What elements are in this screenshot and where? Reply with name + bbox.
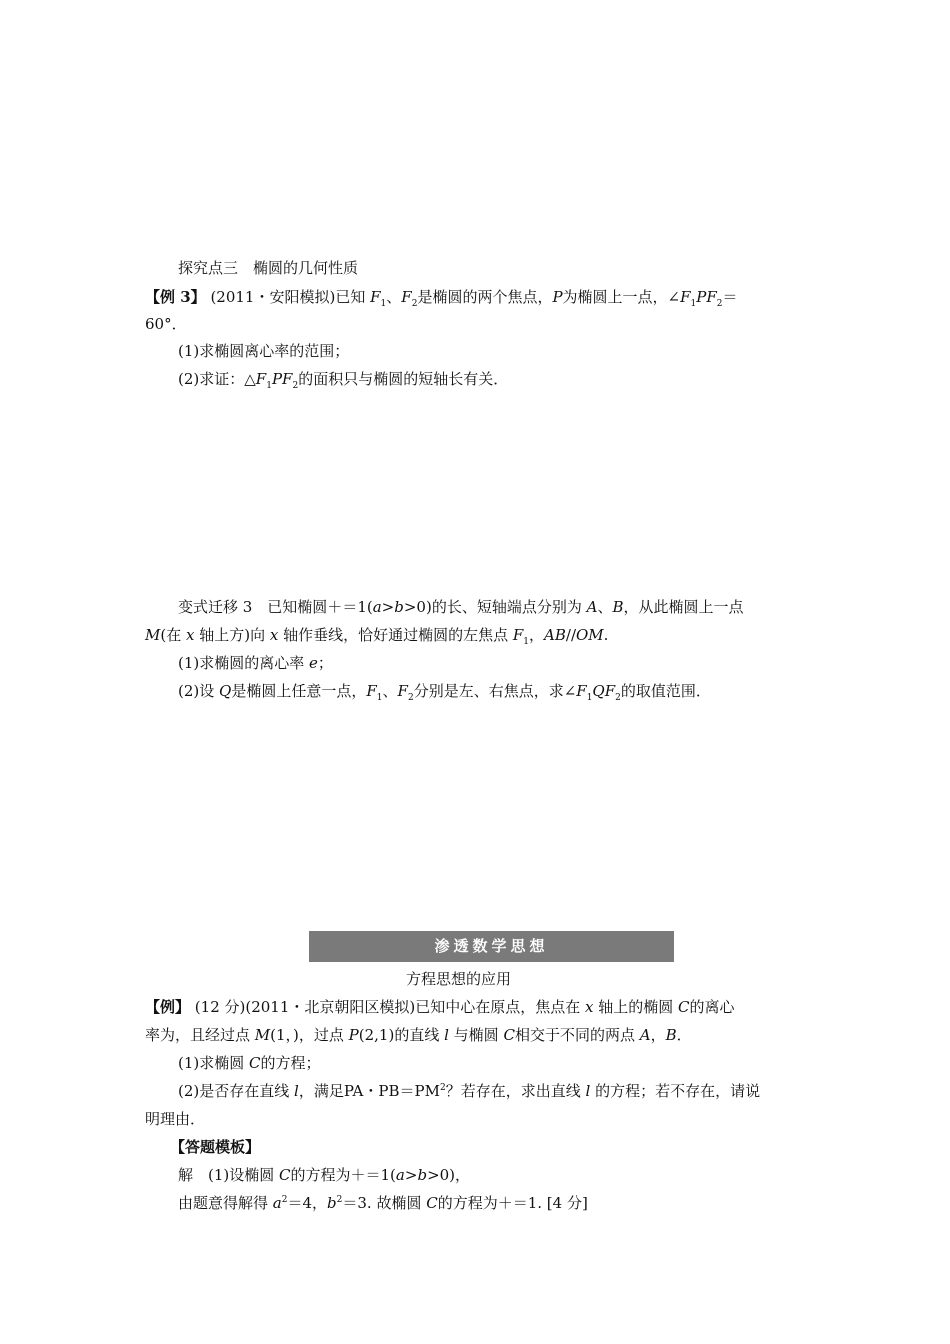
example-3-line-2: 60°． [145, 315, 187, 333]
method-subtitle: 方程思想的应用 [406, 970, 512, 988]
section-banner: 渗透数学思想 [309, 931, 674, 962]
solution-line-1: 解 (1)设椭圆 C的方程为＋＝1(a>b>0)， [178, 1166, 471, 1184]
method-question-2-line-2: 明理由． [145, 1110, 206, 1128]
variant-3-question-2: (2)设 Q是椭圆上任意一点，$F_1$、$F_2$分别是左、右焦点，求$\angle F_1QF_2$的取值范围． [178, 682, 711, 703]
example-label: 【例 3】 [145, 288, 206, 306]
example-3-question-1: (1)求椭圆离心率的范围； [178, 342, 350, 360]
method-question-2-line-1: (2)是否存在直线 l，满足PA・$PB=PM^2$？若存在，求出直线 l 的方程；若不存在，请说 [178, 1082, 761, 1100]
variant-3-line-2: M(在 x 轴上方)向 x 轴作垂线，恰好通过椭圆的左焦点 $F_1$，AB//OM. [145, 626, 609, 647]
section-title: 探究点三 椭圆的几何性质 [178, 259, 359, 277]
example-3-question-2: (2)求证：$\triangle F_1PF_2$的面积只与椭圆的短轴长有关． [178, 370, 509, 391]
example-3-line-1: 【例 3】 (2011・安阳模拟)已知 $F_1$、$F_2$是椭圆的两个焦点，P为椭圆上一点，$\angle F_1PF_2=$ [145, 288, 738, 309]
solution-line-2: 由题意得解得 $a^2=4$，$b^2=3$. 故椭圆 C的方程为＋＝1. [4 分] [178, 1194, 588, 1212]
method-example-line-1: 【例】 (12 分)(2011・北京朝阳区模拟)已知中心在原点，焦点在 x 轴上的椭圆 C的离心 [145, 998, 735, 1016]
example-label: 【例】 [145, 998, 191, 1016]
method-example-line-2: 率为，且经过点 M(1，)，过点 P(2,1)的直线 l 与椭圆 C相交于不同的两点 A，B． [145, 1026, 692, 1044]
variant-3-question-1: (1)求椭圆的离心率 e； [178, 654, 333, 672]
answer-template-label: 【答题模板】 [170, 1138, 261, 1156]
variant-3-line-1: 变式迁移 3 已知椭圆＋＝1(a>b>0)的长、短轴端点分别为 A、B，从此椭圆上一点 [178, 598, 744, 616]
method-question-1: (1)求椭圆 C的方程； [178, 1054, 321, 1072]
